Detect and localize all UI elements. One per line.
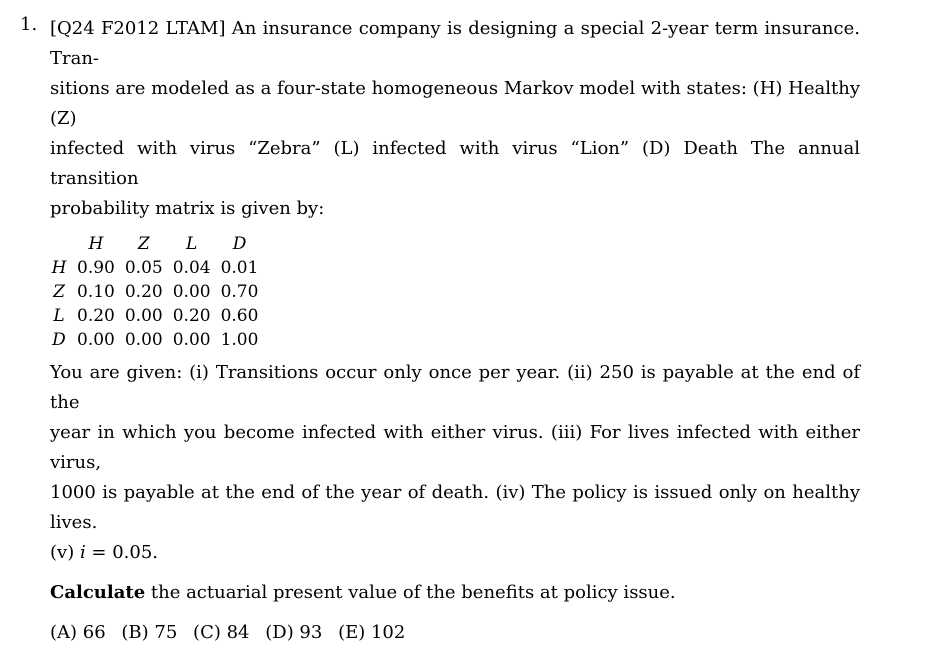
answer-option-b: (B) 75 [121, 622, 178, 643]
matrix-cell: 1.00 [220, 330, 259, 350]
question-verb: Calculate [50, 582, 146, 603]
matrix-cell: 0.90 [77, 258, 115, 278]
matrix-cell: 0.70 [220, 282, 259, 302]
problem-intro-line-1 [50, 14, 860, 74]
answer-option-e: (E) 102 [338, 622, 406, 643]
given-line-4 [50, 538, 860, 568]
intro-text-1: An insurance company is designing a special 2-year term insurance. Tran- [50, 18, 860, 69]
matrix-cell: 0.10 [77, 282, 115, 302]
problem-block [20, 14, 860, 648]
matrix-cell: 0.20 [124, 282, 163, 302]
matrix-row-label: Z [53, 282, 65, 302]
matrix-row-label: L [53, 306, 65, 326]
matrix-cell: 0.00 [124, 330, 163, 350]
problem-intro-line-3: infected with virus “Zebra” (L) infected with virus “Lion” (D) Death The annual transition [50, 138, 860, 189]
matrix-row [50, 304, 263, 328]
matrix-col-label: D [232, 234, 247, 254]
matrix-row [50, 328, 263, 352]
matrix-cell: 0.00 [172, 330, 211, 350]
matrix-header-row [50, 232, 263, 256]
answer-option-c: (C) 84 [193, 622, 250, 643]
given-line-2: year in which you become infected with either virus. (iii) For lives infected with either virus, [50, 422, 860, 473]
transition-matrix [50, 232, 860, 352]
interest-rate-symbol: i [79, 542, 86, 563]
matrix-cell: 0.00 [124, 306, 163, 326]
matrix-cell: 0.20 [77, 306, 115, 326]
matrix-corner [50, 232, 72, 256]
matrix-cell: 0.05 [124, 258, 163, 278]
matrix-cell: 0.00 [172, 282, 211, 302]
problem-number: 1. [20, 14, 38, 35]
matrix-col-label: L [186, 234, 198, 254]
given-line-1: You are given: (i) Transitions occur only once per year. (ii) 250 is payable at the end of the [50, 362, 860, 413]
given-v-suffix: = 0.05. [85, 542, 159, 563]
matrix-row [50, 256, 263, 280]
matrix-row-label: D [52, 330, 66, 350]
matrix-cell: 0.00 [77, 330, 115, 350]
problem-intro-line-2: sitions are modeled as a four-state homogeneous Markov model with states: (H) Healthy (Z) [50, 78, 860, 129]
matrix-row [50, 280, 263, 304]
source-tag: [Q24 F2012 LTAM] [50, 18, 226, 39]
problem-body [50, 14, 860, 648]
answer-choices [50, 618, 860, 648]
matrix-cell: 0.01 [220, 258, 259, 278]
question-line [50, 578, 860, 608]
question-text: the actuarial present value of the benefits at policy issue. [145, 582, 676, 603]
answer-option-d: (D) 93 [265, 622, 323, 643]
given-line-3: 1000 is payable at the end of the year of death. (iv) The policy is issued only on healthy lives. [50, 482, 860, 533]
matrix-table [50, 232, 263, 352]
answer-option-a: (A) 66 [50, 622, 106, 643]
matrix-cell: 0.20 [172, 306, 211, 326]
matrix-row-label: H [51, 258, 67, 278]
matrix-cell: 0.60 [220, 306, 259, 326]
matrix-col-label: H [88, 234, 104, 254]
matrix-col-label: Z [137, 234, 150, 254]
given-v-prefix: (v) [50, 542, 80, 563]
problem-intro-line-4: probability matrix is given by: [50, 198, 325, 219]
matrix-cell: 0.04 [172, 258, 211, 278]
